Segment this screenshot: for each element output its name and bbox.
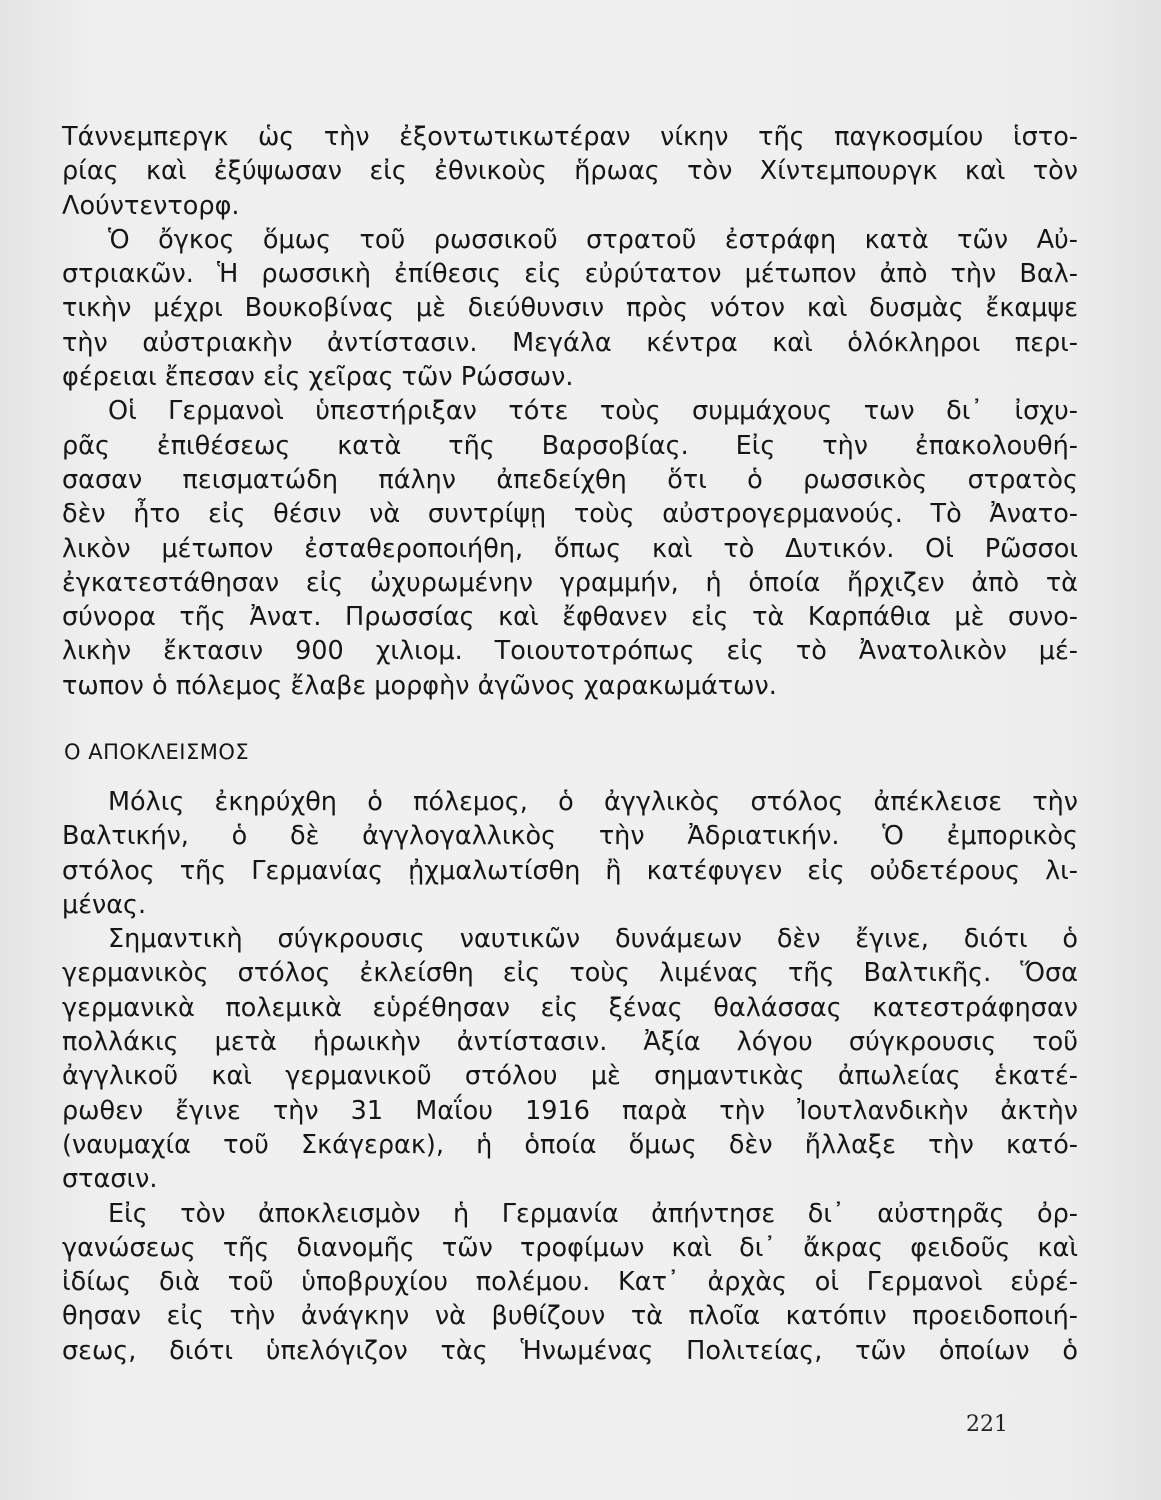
text-line: Μόλις ἐκηρύχθη ὁ πόλεμος, ὁ ἀγγλικὸς στόλος ἀπέκλεισε τὴν — [108, 787, 1078, 817]
text-block-bottom — [62, 785, 1078, 1368]
text-line: γερμανικὸς στόλος ἐκλείσθη εἰς τοὺς λιμένας τῆς Βαλτικῆς. Ὅσα — [62, 958, 1078, 989]
text-line: τὴν αὐστριακὴν ἀντίστασιν. Μεγάλα κέντρα καὶ ὁλόκληροι περι- — [62, 327, 1078, 358]
text-line: ρωθεν ἔγινε τὴν 31 Μαΐου 1916 παρὰ τὴν Ἰουτλανδικὴν ἀκτὴν — [62, 1095, 1078, 1126]
text-line: σεως, διότι ὑπελόγιζον τὰς Ἡνωμένας Πολιτείας, τῶν ὁποίων ὁ — [62, 1335, 1078, 1366]
text-line: Εἰς τὸν ἀποκλεισμὸν ἡ Γερμανία ἀπήντησε δι᾽ αὐστηρᾶς ὀρ- — [108, 1198, 1078, 1229]
text-line: θησαν εἰς τὴν ἀνάγκην νὰ βυθίζουν τὰ πλοῖα κατόπιν προειδοποιή- — [62, 1301, 1078, 1332]
text-line: Λούντεντορφ. — [62, 190, 240, 221]
text-block-top — [62, 120, 1078, 703]
text-line: δὲν ἦτο εἰς θέσιν νὰ συντρίψῃ τοὺς αὐστρογερμανούς. Τὸ Ἀνατο- — [62, 499, 1078, 530]
text-line: ἰδίως διὰ τοῦ ὑποβρυχίου πολέμου. Κατ᾽ ἀρχὰς οἱ Γερμανοὶ εὑρέ- — [62, 1267, 1078, 1298]
text-line: Βαλτικήν, ὁ δὲ ἀγγλογαλλικὸς τὴν Ἀδριατικήν. Ὁ ἐμπορικὸς — [62, 821, 1078, 852]
text-line: τωπον ὁ πόλεμος ἔλαβε μορφὴν ἀγῶνος χαρακωμάτων. — [62, 670, 777, 701]
text-line: (ναυμαχία τοῦ Σκάγερακ), ἡ ὁποία ὅμως δὲν ἤλλαξε τὴν κατό- — [62, 1129, 1078, 1160]
text-line: Σημαντικὴ σύγκρουσις ναυτικῶν δυνάμεων δὲν ἔγινε, διότι ὁ — [108, 924, 1078, 955]
text-line: Τάννεμπεργκ ὡς τὴν ἐξοντωτικωτέραν νίκην τῆς παγκοσμίου ἱστο- — [62, 122, 1078, 152]
text-line: γανώσεως τῆς διανομῆς τῶν τροφίμων καὶ δι᾽ ἄκρας φειδοῦς καὶ — [62, 1232, 1078, 1263]
text-line: Οἱ Γερμανοὶ ὑπεστήριξαν τότε τοὺς συμμάχους των δι᾽ ἰσχυ- — [108, 396, 1078, 427]
section-heading: Ο ΑΠΟΚΛΕΙΣΜΟΣ — [64, 740, 250, 764]
text-line: λικὴν ἔκτασιν 900 χιλιομ. Τοιουτοτρόπως εἰς τὸ Ἀνατολικὸν μέ- — [62, 636, 1078, 667]
text-line: λικὸν μέτωπον ἐσταθεροποιήθη, ὅπως καὶ τὸ Δυτικόν. Οἱ Ρῶσσοι — [62, 533, 1078, 564]
page-number: 221 — [966, 1412, 1008, 1437]
text-line: ἀγγλικοῦ καὶ γερμανικοῦ στόλου μὲ σημαντικὰς ἀπωλείας ἑκατέ- — [62, 1061, 1078, 1092]
text-line: στασιν. — [62, 1164, 158, 1195]
text-line: τικὴν μέχρι Βουκοβίνας μὲ διεύθυνσιν πρὸς νότον καὶ δυσμὰς ἔκαμψε — [62, 293, 1078, 324]
text-line: ἐγκατεστάθησαν εἰς ὠχυρωμένην γραμμήν, ἡ ὁποία ἤρχιζεν ἀπὸ τὰ — [62, 567, 1078, 598]
text-line: ρίας καὶ ἐξύψωσαν εἰς ἐθνικοὺς ἥρωας τὸν Χίντεμπουργκ καὶ τὸν — [62, 156, 1078, 187]
text-line: μένας. — [62, 889, 147, 920]
text-line: στόλος τῆς Γερμανίας ᾐχμαλωτίσθη ἢ κατέφυγεν εἰς οὐδετέρους λι- — [62, 855, 1078, 886]
text-line: στριακῶν. Ἡ ρωσσικὴ ἐπίθεσις εἰς εὐρύτατον μέτωπον ἀπὸ τὴν Βαλ- — [62, 259, 1078, 290]
text-line: πολλάκις μετὰ ἡρωικὴν ἀντίστασιν. Ἀξία λόγου σύγκρουσις τοῦ — [62, 1027, 1078, 1058]
text-line: Ὁ ὄγκος ὅμως τοῦ ρωσσικοῦ στρατοῦ ἐστράφη κατὰ τῶν Αὐ- — [108, 224, 1078, 255]
text-line: ρᾶς ἐπιθέσεως κατὰ τῆς Βαρσοβίας. Εἰς τὴν ἐπακολουθή- — [62, 430, 1078, 461]
text-line: σασαν πεισματώδη πάλην ἀπεδείχθη ὅτι ὁ ρωσσικὸς στρατὸς — [62, 464, 1078, 495]
text-line: σύνορα τῆς Ἀνατ. Πρωσσίας καὶ ἔφθανεν εἰς τὰ Καρπάθια μὲ συνο- — [62, 602, 1078, 633]
text-line: γερμανικὰ πολεμικὰ εὑρέθησαν εἰς ξένας θαλάσσας κατεστράφησαν — [62, 992, 1078, 1023]
text-line: φέρειαι ἔπεσαν εἰς χεῖρας τῶν Ρώσσων. — [62, 362, 574, 393]
